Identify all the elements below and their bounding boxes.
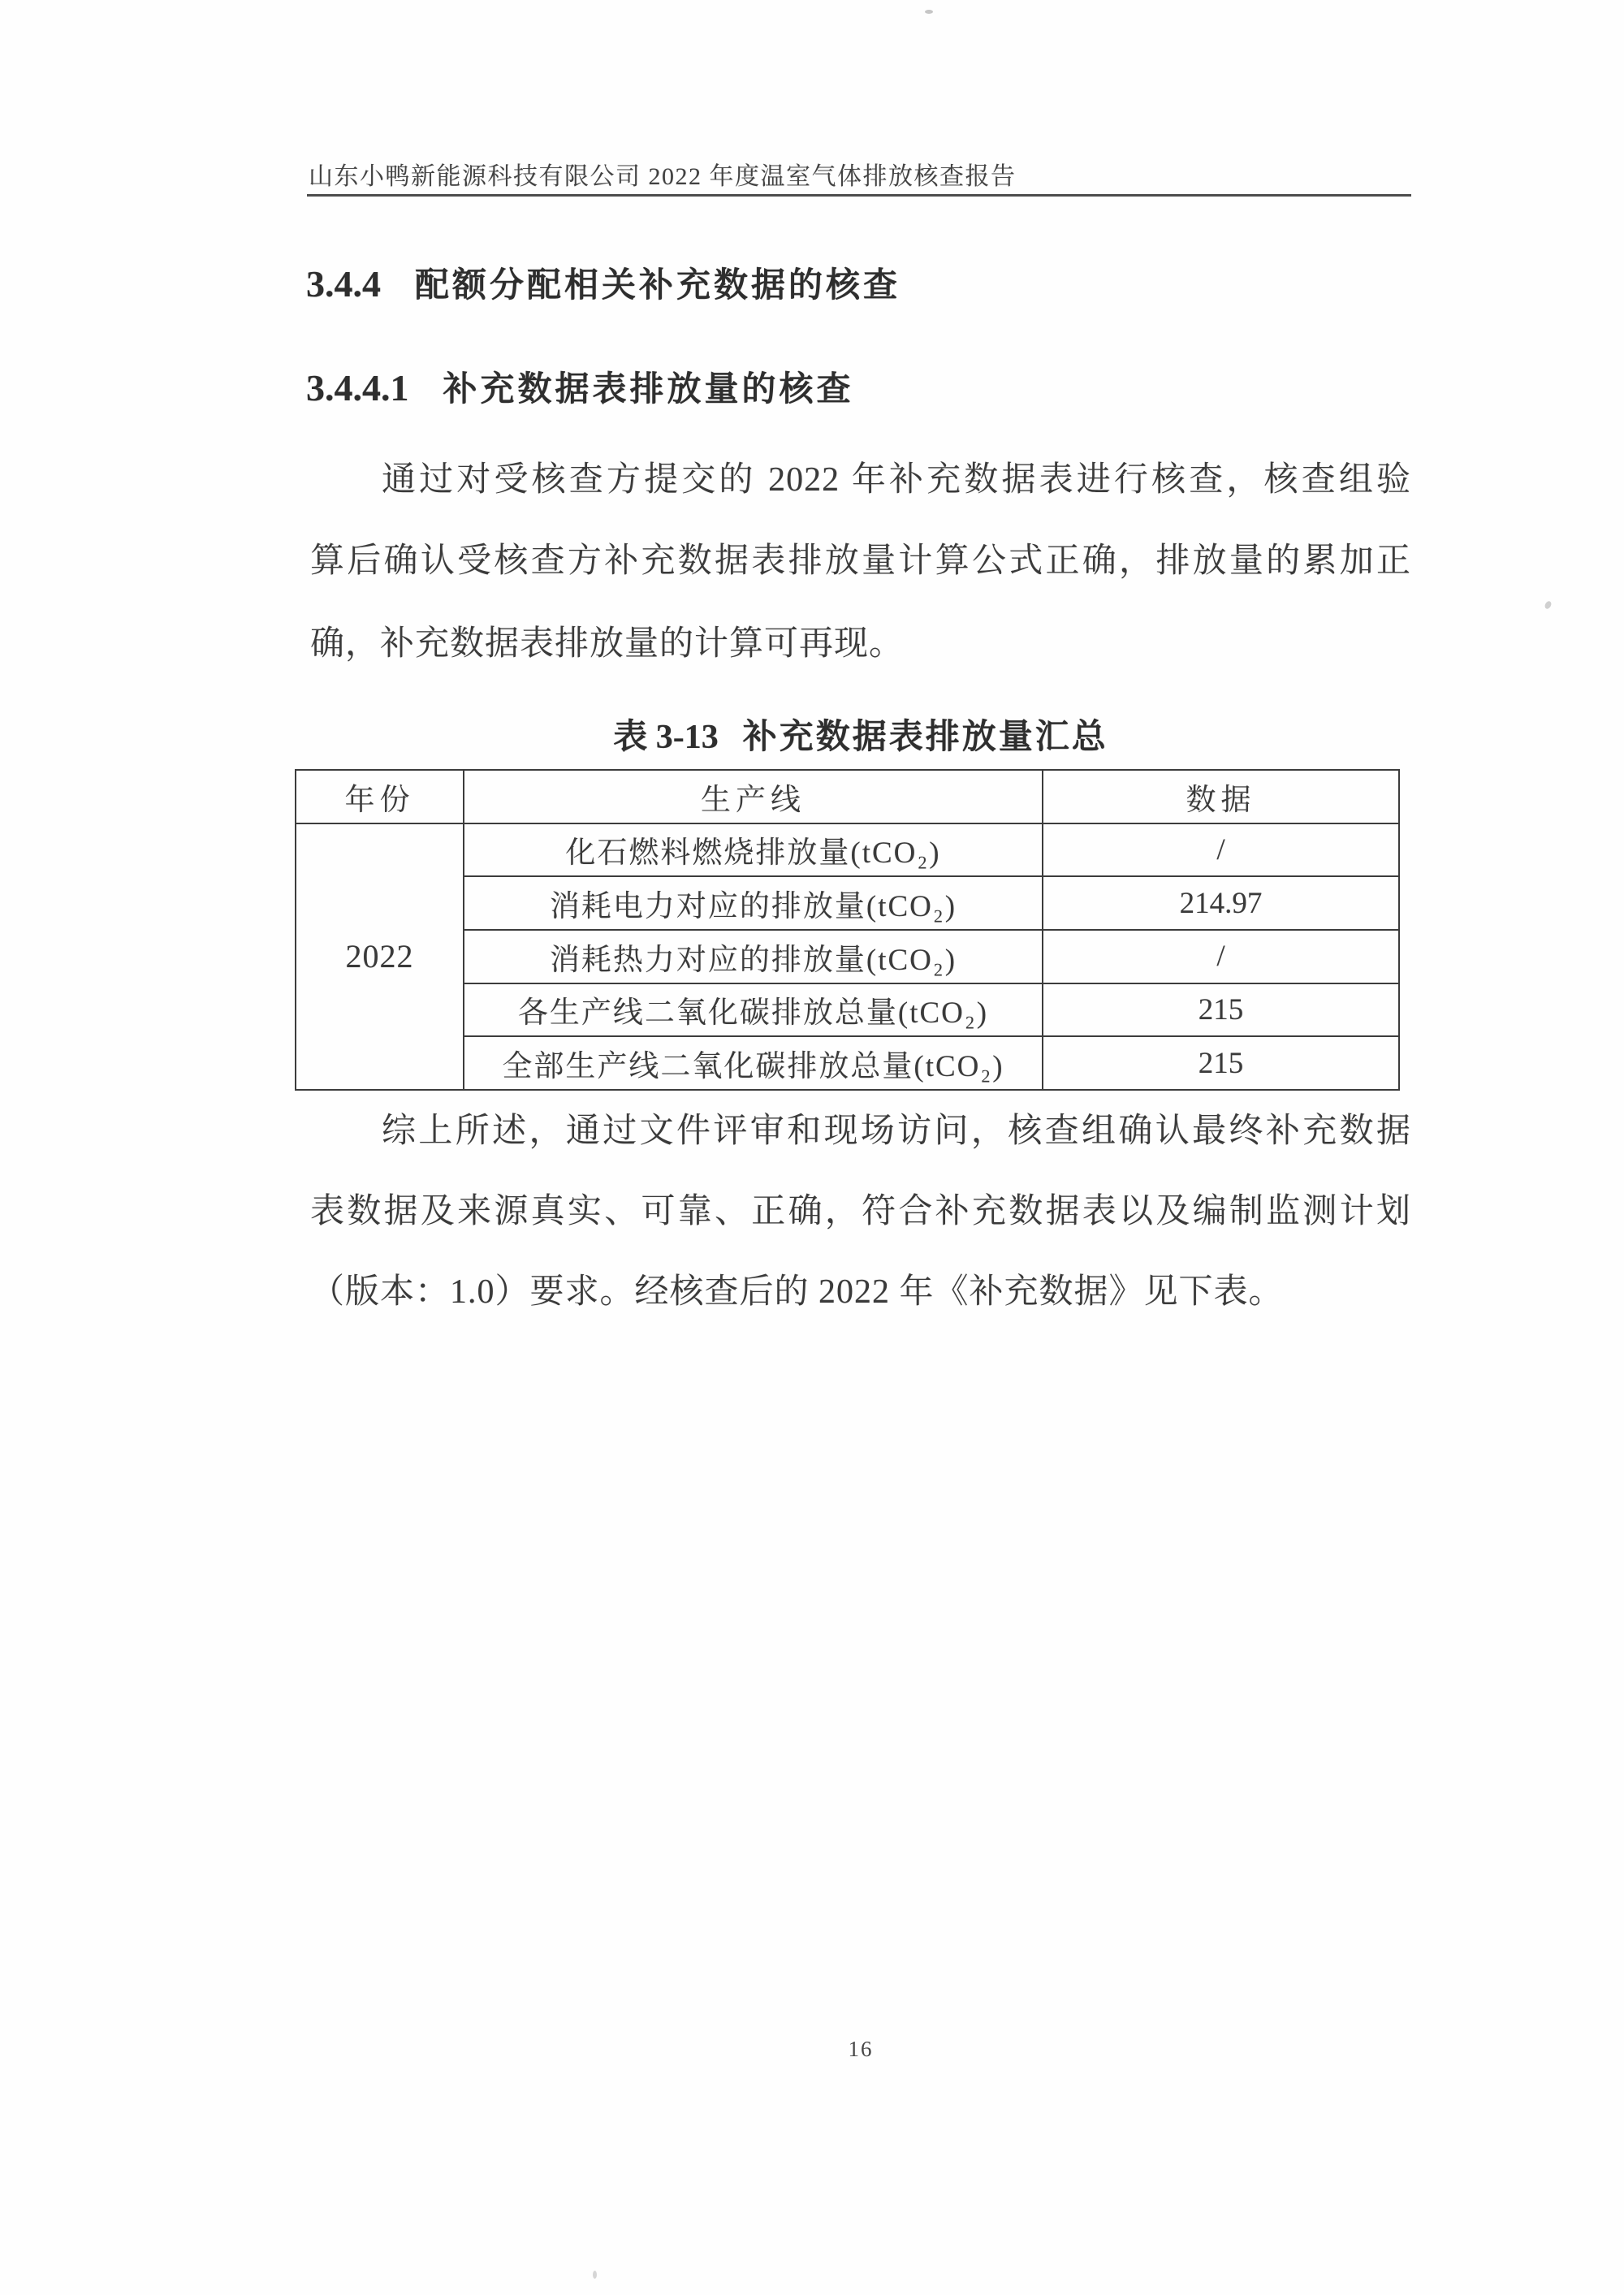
- scan-artifact: [593, 2271, 597, 2279]
- emission-summary-table: [295, 769, 1400, 1091]
- paragraph-line: 确，补充数据表排放量的计算可再现。: [310, 625, 905, 663]
- paragraph-line: 算后确认受核查方补充数据表排放量计算公式正确，排放量的累加正: [310, 542, 1411, 580]
- row-label: 全部生产线二氧化碳排放总量(tCO₂): [464, 1036, 1043, 1090]
- table-row: [296, 823, 1399, 877]
- scan-artifact: [925, 10, 933, 14]
- table-header-row: [296, 770, 1399, 823]
- row-label: 消耗电力对应的排放量(tCO₂): [464, 876, 1043, 930]
- section-heading-3-4-4-1: [306, 362, 854, 411]
- section-title: 配额分配相关补充数据的核查: [415, 267, 901, 305]
- paragraph-line: 综上所述，通过文件评审和现场访问，核查组确认最终补充数据: [382, 1113, 1411, 1150]
- row-value: 215: [1043, 1036, 1399, 1090]
- year-cell: 2022: [296, 823, 464, 1090]
- row-label: 消耗热力对应的排放量(tCO₂): [464, 930, 1043, 983]
- header-rule: [307, 194, 1411, 197]
- row-label: 化石燃料燃烧排放量(tCO₂): [464, 823, 1043, 877]
- table-header-year: 年份: [296, 770, 464, 823]
- paragraph-line: 通过对受核查方提交的 2022 年补充数据表进行核查，核查组验: [382, 461, 1411, 499]
- table-header-data: 数据: [1043, 770, 1399, 823]
- section-heading-3-4-4: [306, 258, 901, 307]
- row-value: /: [1043, 930, 1399, 983]
- section-number: 3.4.4: [306, 263, 381, 305]
- row-label: 各生产线二氧化碳排放总量(tCO₂): [464, 983, 1043, 1037]
- scan-artifact: [1544, 600, 1553, 610]
- subsection-number: 3.4.4.1: [306, 367, 409, 408]
- subsection-title: 补充数据表排放量的核查: [443, 371, 854, 408]
- paragraph-line: 表数据及来源真实、可靠、正确，符合补充数据表以及编制监测计划: [310, 1193, 1411, 1230]
- row-value: /: [1043, 823, 1399, 877]
- table-caption-title: 补充数据表排放量汇总: [742, 719, 1108, 756]
- row-value: 215: [1043, 983, 1399, 1037]
- paragraph-line: （版本：1.0）要求。经核查后的 2022 年《补充数据》见下表。: [310, 1273, 1284, 1311]
- table-header-production-line: 生产线: [464, 770, 1043, 823]
- row-value: 214.97: [1043, 876, 1399, 930]
- page-number: 16: [848, 2037, 874, 2061]
- running-header: 山东小鸭新能源科技有限公司 2022 年度温室气体排放核查报告: [309, 163, 1017, 190]
- table-caption-label: 表 3-13: [613, 719, 719, 756]
- table-caption: [310, 710, 1411, 759]
